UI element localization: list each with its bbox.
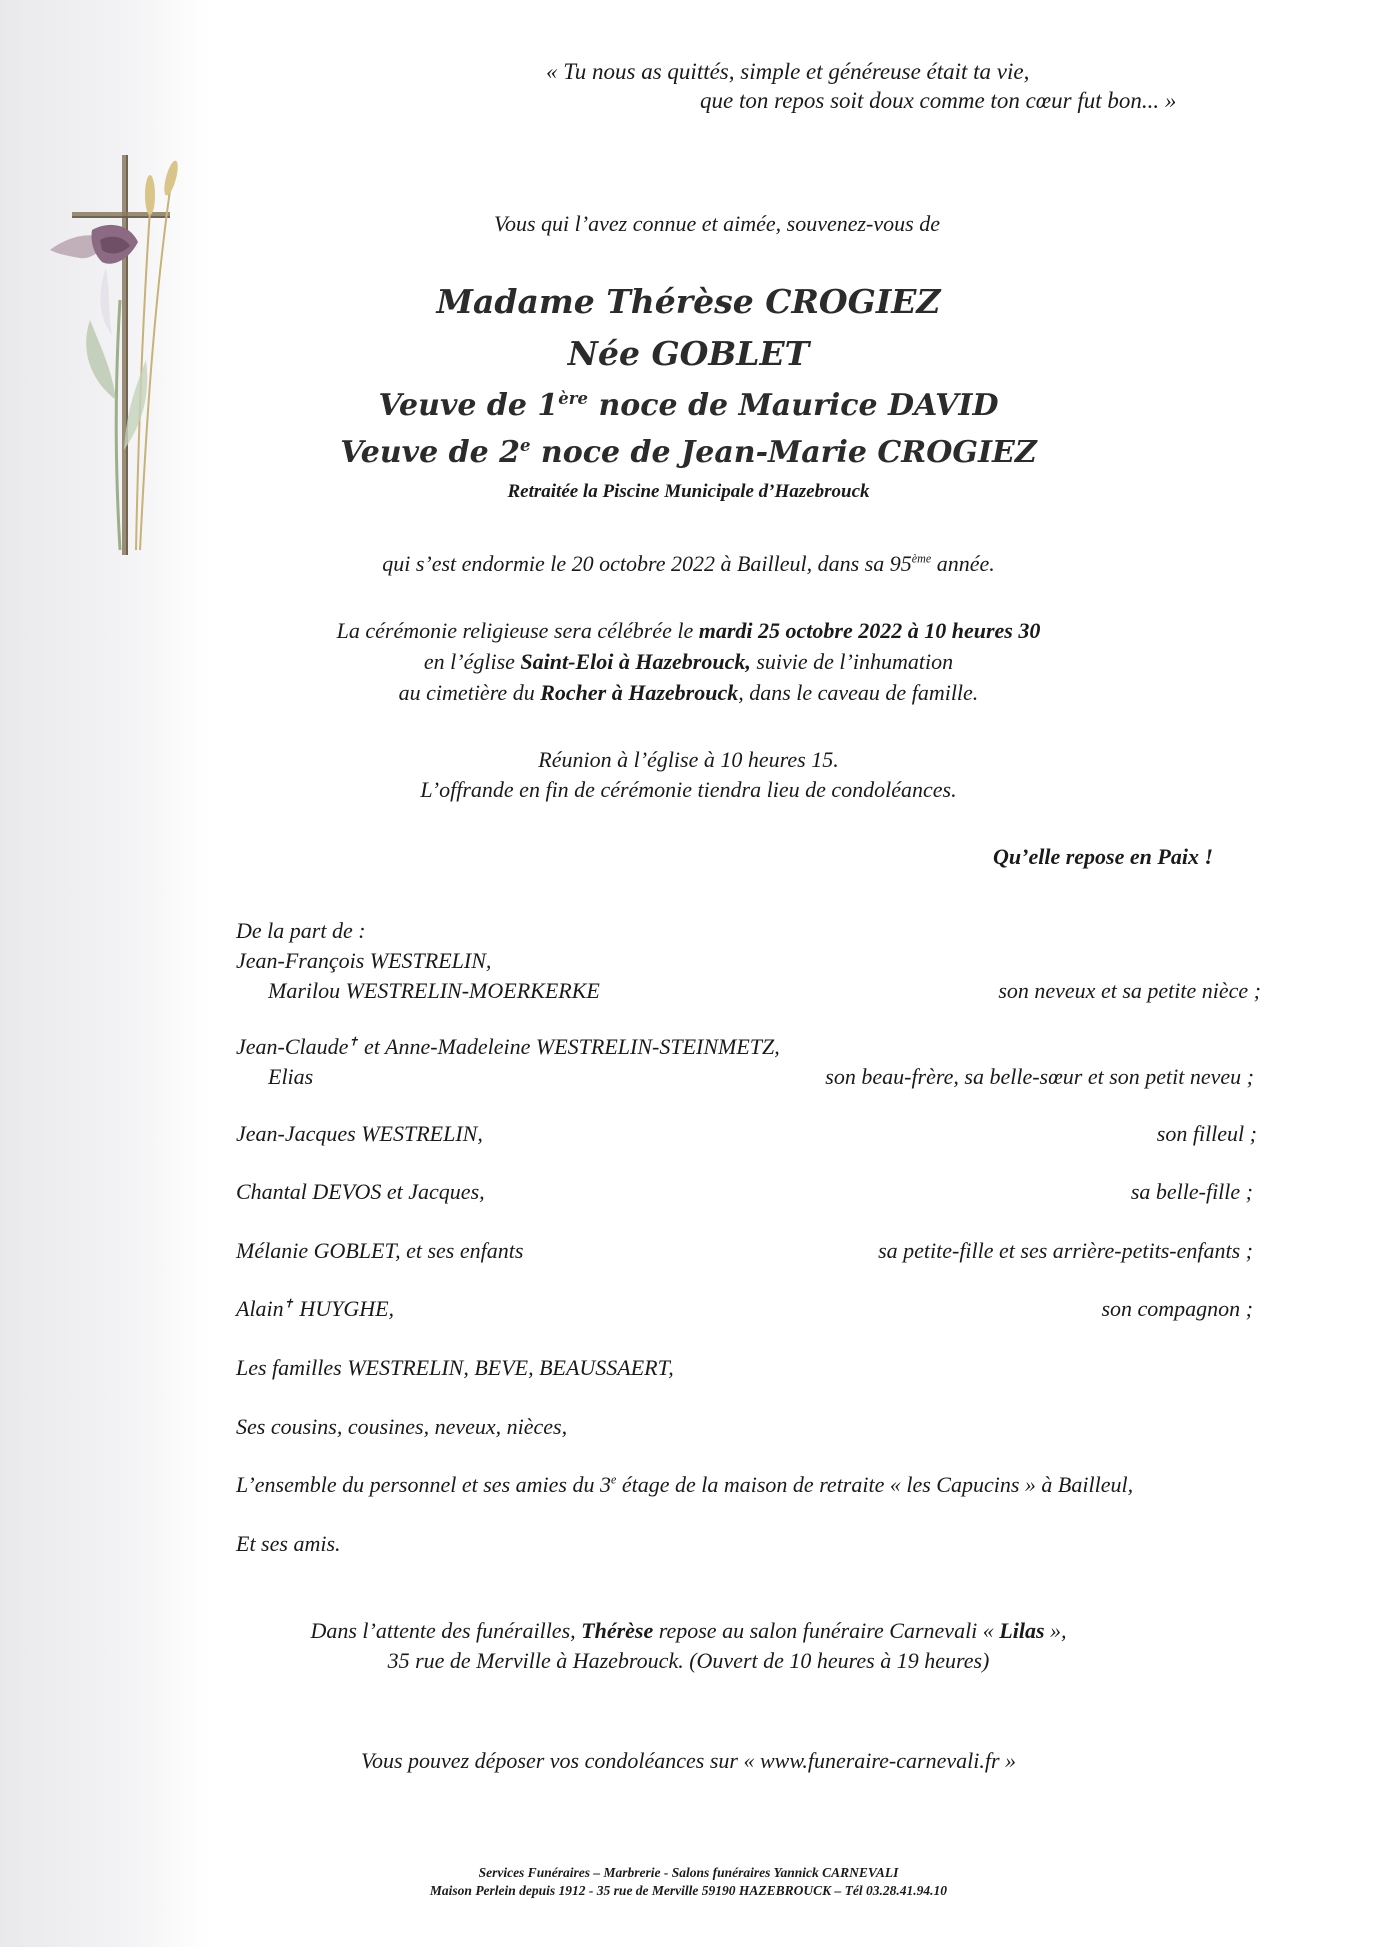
deceased-maiden-name: Née GOBLET (567, 334, 810, 373)
family-relation: son beau-frère, sa belle-sœur et son petit neveu ; (825, 1064, 1254, 1089)
ceremony-line-2: en l’église Saint-Eloi à Hazebrouck, suivie de l’inhumation (423, 649, 954, 674)
family-relation: son compagnon ; (1101, 1296, 1253, 1321)
epigraph-line-2: que ton repos soit doux comme ton cœur fut bon... » (700, 88, 1177, 113)
reunion-line-1: Réunion à l’église à 10 heures 15. (538, 747, 839, 772)
condolences-website: Vous pouvez déposer vos condoléances sur « www.funeraire-carnevali.fr » (360, 1748, 1016, 1773)
family-relation: sa belle-fille ; (1130, 1179, 1253, 1204)
family-relation: son filleul ; (1156, 1121, 1257, 1146)
death-notice: qui s’est endormie le 20 octobre 2022 à Bailleul, dans sa 95ème année. (382, 551, 995, 576)
footer-line-2: Maison Perlein depuis 1912 - 35 rue de Merville 59190 HAZEBROUCK – Tél 03.28.41.94.10 (429, 1883, 948, 1898)
ceremony-line-1: La cérémonie religieuse sera célébrée le mardi 25 octobre 2022 à 10 heures 30 (336, 618, 1041, 643)
family-name: Jean-Claude✝ et Anne-Madeleine WESTRELIN-STEINMETZ, (236, 1034, 780, 1059)
rest-in-peace: Qu’elle repose en Paix ! (993, 844, 1213, 869)
widow-first-marriage: Veuve de 1ère noce de Maurice DAVID (378, 388, 999, 423)
family-name: Jean-Jacques WESTRELIN, (236, 1121, 483, 1146)
viewing-line-1: Dans l’attente des funérailles, Thérèse repose au salon funéraire Carnevali « Lilas », (310, 1618, 1067, 1643)
family-line: Ses cousins, cousines, neveux, nièces, (236, 1414, 568, 1439)
family-line: L’ensemble du personnel et ses amies du 3e étage de la maison de retraite « les Capucins » à Bailleul, (236, 1472, 1134, 1497)
family-relation: sa petite-fille et ses arrière-petits-enfants ; (878, 1238, 1253, 1263)
family-name: Mélanie GOBLET, et ses enfants (236, 1238, 524, 1263)
epigraph-line-1: « Tu nous as quittés, simple et généreuse était ta vie, (546, 59, 1030, 84)
family-name: Elias (268, 1064, 314, 1089)
deceased-name: Madame Thérèse CROGIEZ (436, 282, 941, 321)
deceased-cross-icon: ✝ (348, 1034, 359, 1049)
intro-text: Vous qui l’avez connue et aimée, souvenez-vous de (494, 211, 940, 236)
ceremony-line-3: au cimetière du Rocher à Hazebrouck, dans le caveau de famille. (398, 680, 979, 705)
family-name: Jean-François WESTRELIN, (236, 948, 492, 973)
deceased-cross-icon: ✝ (283, 1296, 294, 1311)
viewing-line-2: 35 rue de Merville à Hazebrouck. (Ouvert de 10 heures à 19 heures) (387, 1648, 990, 1673)
family-line: Et ses amis. (236, 1531, 341, 1556)
family-name: Marilou WESTRELIN-MOERKERKE (268, 978, 600, 1003)
family-line: Les familles WESTRELIN, BEVE, BEAUSSAERT, (236, 1355, 674, 1380)
footer-line-1: Services Funéraires – Marbrerie - Salons funéraires Yannick CARNEVALI (478, 1865, 899, 1880)
family-name: Alain✝ HUYGHE, (236, 1296, 395, 1321)
family-relation: son neveux et sa petite nièce ; (998, 978, 1261, 1003)
family-name: Chantal DEVOS et Jacques, (236, 1179, 485, 1204)
family-heading: De la part de : (236, 918, 366, 943)
widow-second-marriage: Veuve de 2e noce de Jean-Marie CROGIEZ (340, 435, 1037, 470)
deceased-occupation: Retraitée la Piscine Municipale d’Hazebrouck (507, 481, 870, 502)
reunion-line-2: L’offrande en fin de cérémonie tiendra lieu de condoléances. (420, 777, 957, 802)
